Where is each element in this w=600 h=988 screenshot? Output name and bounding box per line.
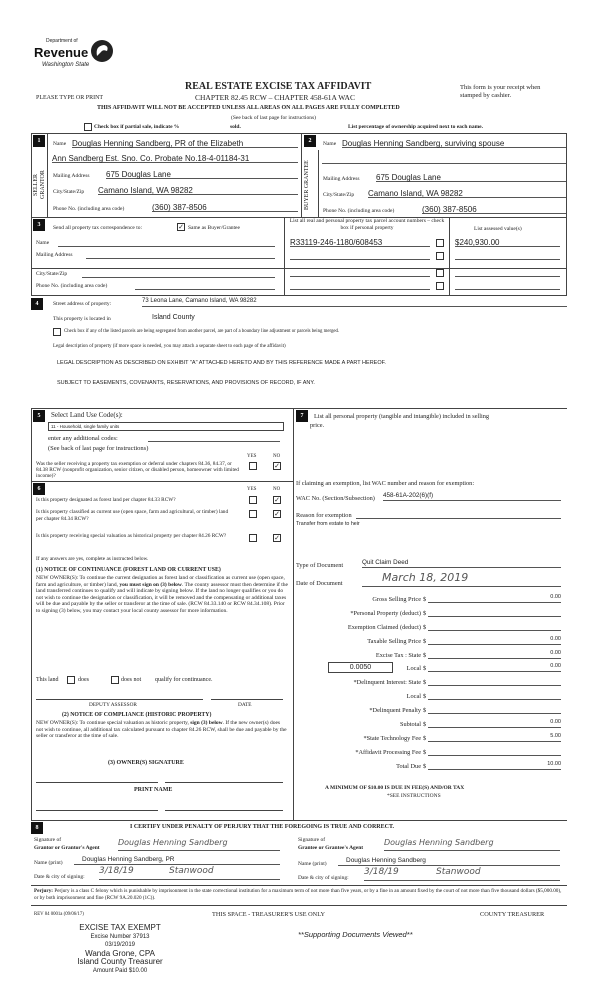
fee-value[interactable]: 10.00 <box>428 761 561 770</box>
fee-label: *Personal Property (deduct) <box>350 610 421 617</box>
seller-city-field[interactable]: Camano Island, WA 98282 <box>98 186 298 195</box>
forest-no-checkbox[interactable]: ✓ <box>274 496 280 504</box>
personal-property-checkbox-2[interactable] <box>436 252 444 260</box>
buyer-city-field[interactable]: Camano Island, WA 98282 <box>368 189 566 198</box>
parcel-number-field[interactable]: R33119-246-1180/608453 <box>290 238 430 247</box>
document-type-field[interactable]: Quit Claim Deed <box>362 559 561 568</box>
assessed-value-field-4[interactable] <box>455 281 560 290</box>
current-use-yes-checkbox[interactable] <box>249 510 257 518</box>
dor-logo: Department of Revenue Washington State <box>34 38 124 84</box>
dollar-sign: $ <box>423 665 427 672</box>
document-date-field[interactable]: March 18, 2019 <box>362 571 561 587</box>
fee-label: *Delinquent Penalty <box>369 707 421 714</box>
treasurer-stamp: EXCISE TAX EXEMPT Excise Number 37913 03/19/2019 Wanda Grone, CPA Island County Treasurer Amount Paid $10.00 <box>77 923 163 974</box>
sec3-name-field[interactable] <box>58 238 275 247</box>
fee-label: Exemption Claimed (deduct) <box>347 624 421 631</box>
dollar-sign: $ <box>423 707 427 714</box>
reason-field[interactable]: Transfer from estate to heir <box>296 521 360 527</box>
buyer-name-line2[interactable] <box>322 155 566 164</box>
property-address-field[interactable]: 73 Leona Lane, Camano Island, WA 98282 <box>142 298 567 307</box>
fee-value[interactable] <box>428 705 561 714</box>
buyer-name-field[interactable]: Douglas Henning Sandberg, surviving spouse <box>342 139 566 148</box>
fee-label: Gross Selling Price <box>372 596 421 603</box>
form-title: REAL ESTATE EXCISE TAX AFFIDAVIT <box>185 81 372 92</box>
assessed-value-field[interactable]: $240,930.00 <box>455 238 560 247</box>
historic-no-checkbox[interactable]: ✓ <box>274 534 280 542</box>
perjury-notice: Perjury: Perjury is a class C felony which is punishable by imprisonment in the state correctional institution for a maximum term of not more than five years, or by a fine in an amount fixed by the court of not more than five thousand dollars ($5,000.00), or by both imprisonment and fine (RCW 9A.20.020 (1C)). <box>34 888 562 901</box>
fee-label: *Delinquent Interest: State <box>353 679 421 686</box>
fee-value[interactable] <box>428 677 561 686</box>
personal-property-checkbox-3[interactable] <box>436 269 444 277</box>
seller-name-field[interactable]: Douglas Henning Sandberg, PR of the Elizabeth <box>72 139 298 148</box>
historic-yes-checkbox[interactable] <box>249 534 257 542</box>
notice-continuance-text: NEW OWNER(S): To continue the current designation as forest land or classification as current use (open space, farm and agriculture, or timber) land, you must sign on (3) below. The county assessor must then determine if the land transferred continues to qualify and will indicate by signing below. If the land no longer qualifies or you do not wish to continue the designation or classification, it will be removed and the compensating or additional taxes will be due and payable by the seller or transferor at the time of sale. (RCW 84.33.140 or RCW 84.34.108). Prior to signing (3) below, you may contact your local county assessor for more information. <box>36 575 288 614</box>
fee-value[interactable] <box>428 608 561 617</box>
grantor-sign-date[interactable]: 3/18/19 <box>99 866 149 880</box>
does-qualify-checkbox[interactable] <box>67 676 75 684</box>
fee-label: Local <box>406 693 421 700</box>
buyer-phone-field[interactable]: (360) 387-8506 <box>422 205 566 214</box>
county-field[interactable]: Island County <box>152 314 195 321</box>
exemption-yes-checkbox[interactable] <box>249 462 257 470</box>
fee-value[interactable]: 0.00 <box>428 663 561 672</box>
fee-value[interactable]: 0.00 <box>428 636 561 645</box>
dollar-sign: $ <box>423 624 427 631</box>
parcel-number-field-3[interactable] <box>290 268 430 277</box>
parcel-number-field-4[interactable] <box>290 281 430 290</box>
grantor-signature[interactable]: Douglas Henning Sandberg <box>118 838 280 851</box>
exemption-no-checkbox[interactable]: ✓ <box>274 462 280 470</box>
fee-value[interactable] <box>428 622 561 631</box>
fee-label: Taxable Selling Price <box>367 638 421 645</box>
fee-value[interactable]: 5.00 <box>428 733 561 742</box>
fee-value[interactable]: 0.00 <box>428 594 561 603</box>
personal-property-checkbox-1[interactable] <box>436 239 444 247</box>
fee-value[interactable] <box>428 691 561 700</box>
fee-value[interactable]: 0.00 <box>428 650 561 659</box>
reason-line[interactable] <box>356 510 561 519</box>
seller-phone-field[interactable]: (360) 387-8506 <box>152 203 298 212</box>
wac-number-field[interactable]: 458-61A-202(6)(f) <box>383 492 561 501</box>
dollar-sign: $ <box>423 749 427 756</box>
dollar-sign: $ <box>423 638 427 645</box>
dollar-sign: $ <box>423 679 427 686</box>
parcel-number-field-2[interactable] <box>290 251 430 260</box>
grantor-sign-city[interactable]: Stanwood <box>149 866 280 880</box>
supporting-docs-note: **Supporting Documents Viewed** <box>298 930 413 939</box>
fee-label: Local <box>406 665 421 672</box>
grantee-sign-city[interactable]: Stanwood <box>414 867 560 881</box>
additional-codes-field[interactable] <box>148 433 280 442</box>
current-use-no-checkbox[interactable]: ✓ <box>274 510 280 518</box>
does-not-qualify-checkbox[interactable] <box>111 676 119 684</box>
sec3-address-field[interactable] <box>86 250 275 259</box>
same-as-buyer-checkbox[interactable]: ✓ <box>178 223 184 231</box>
seller-address-field[interactable]: 675 Douglas Lane <box>106 170 298 179</box>
grantee-sign-date[interactable]: 3/18/19 <box>364 867 414 881</box>
buyer-address-field[interactable]: 675 Douglas Lane <box>376 173 566 182</box>
assessed-value-field-2[interactable] <box>455 251 560 260</box>
dollar-sign: $ <box>423 652 427 659</box>
personal-property-checkbox-4[interactable] <box>436 282 444 290</box>
fee-value[interactable] <box>428 747 561 756</box>
grantor-print-name[interactable]: Douglas Henning Sandberg, PR <box>74 856 280 865</box>
forest-yes-checkbox[interactable] <box>249 496 257 504</box>
fee-label: *Affidavit Processing Fee <box>355 749 421 756</box>
segregated-checkbox[interactable] <box>53 328 61 336</box>
fee-label: Total Due <box>396 763 421 770</box>
dollar-sign: $ <box>423 721 427 728</box>
dollar-sign: $ <box>423 596 427 603</box>
sec3-phone-field[interactable] <box>135 281 275 290</box>
dollar-sign: $ <box>423 610 427 617</box>
grantee-print-name[interactable]: Douglas Henning Sandberg <box>338 857 560 866</box>
local-rate-field[interactable]: 0.0050 <box>328 662 393 673</box>
dollar-sign: $ <box>423 763 427 770</box>
fee-label: Subtotal <box>400 721 421 728</box>
grantee-signature[interactable]: Douglas Henning Sandberg <box>384 838 560 851</box>
dollar-sign: $ <box>423 693 427 700</box>
fee-label: *State Technology Fee <box>363 735 421 742</box>
seller-name-line2[interactable]: Ann Sandberg Est. Sno. Co. Probate No.18-4-01184-31 <box>52 154 298 163</box>
land-use-code-select[interactable]: 11 - Household, single family units <box>48 422 284 431</box>
notice-compliance-text: NEW OWNER(S): To continue special valuation as historic property, sign (3) below. If the new owner(s) does not wish to continue, all additional tax calculated pursuant to chapter 84.26 RCW, shall be due and payable by the seller or transferor at the time of sale. <box>36 720 287 739</box>
dollar-sign: $ <box>423 735 427 742</box>
partial-sale-checkbox[interactable] <box>84 123 92 131</box>
assessed-value-field-3[interactable] <box>455 268 560 277</box>
fee-label: Excise Tax : State <box>375 652 421 659</box>
sec3-city-field[interactable] <box>82 269 275 278</box>
logo-swirl-icon <box>89 38 115 64</box>
fee-value[interactable]: 0.00 <box>428 719 561 728</box>
